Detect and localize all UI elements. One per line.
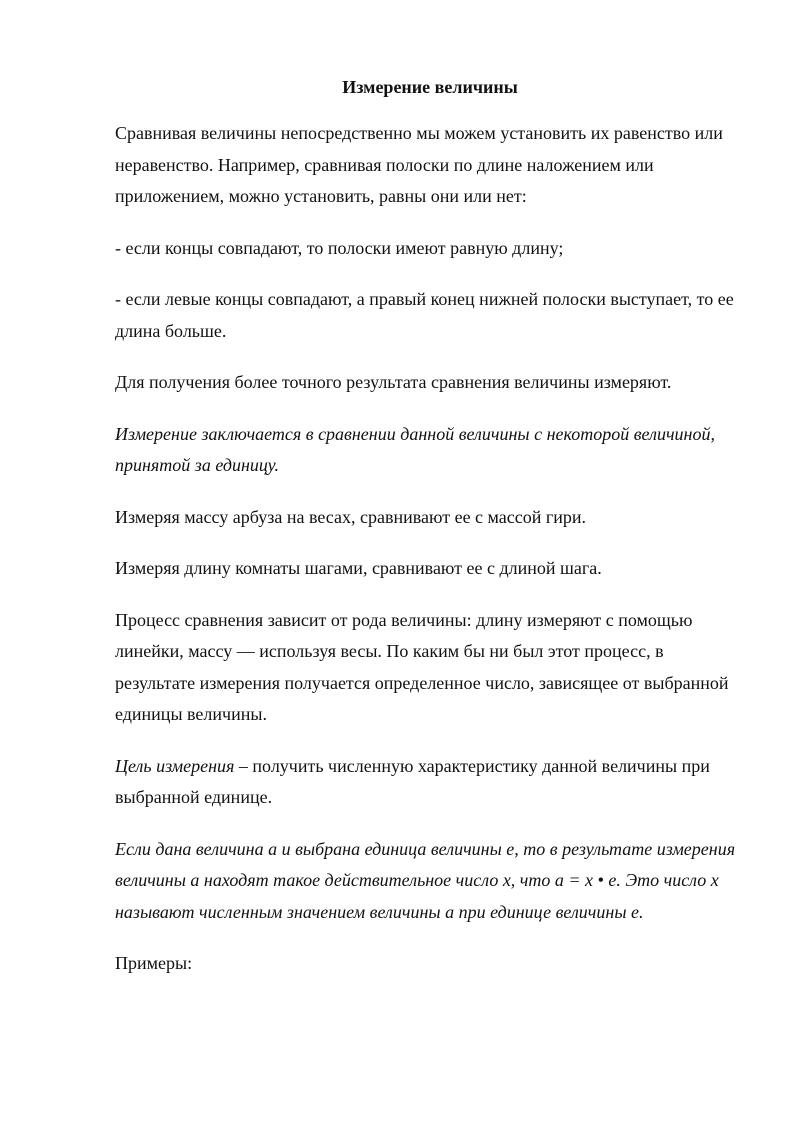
paragraph-comparison: Сравнивая величины непосредственно мы можем установить их равенство или неравенство. Например, сравнивая полоски по длине наложением или приложением, можно установить, равны они или нет: (115, 123, 723, 206)
paragraph-longer-strip: - если левые концы совпадают, а правый конец нижней полоски выступает, то ее длина больше. (115, 289, 734, 341)
paragraph-equal-ends: - если концы совпадают, то полоски имеют равную длину; (115, 237, 564, 258)
document-body (115, 76, 745, 1000)
paragraph-precise-result: Для получения более точного результата сравнения величины измеряют. (115, 372, 672, 392)
paragraph-measurement-definition: Измерение заключается в сравнении данной величины с некоторой величиной, принятой за единицу. (115, 423, 715, 475)
paragraph-watermelon-example: Измеряя массу арбуза на весах, сравнивают ее с массой гири. (115, 506, 587, 527)
measurement-goal-text: – получить численную характеристику данной величины при выбранной единице. (115, 755, 710, 807)
measurement-goal-term: Цель измерения (115, 755, 235, 776)
document-title: Измерение величины (342, 77, 518, 97)
paragraph-numeric-value-definition: Если дана величина а и выбрана единица величины е, то в результате измерения величины а находят такое действительное число х, что а = х • е. Это число х называют численным значением величины а при единице величины е. (115, 838, 736, 922)
paragraph-comparison-process: Процесс сравнения зависит от рода величины: длину измеряют с помощью линейки, массу — используя весы. По каким бы ни был этот процесс, в результате измерения получается определенное число, зависящее от выбранной единицы величины. (115, 609, 729, 724)
paragraph-examples-heading: Примеры: (115, 953, 193, 973)
paragraph-measurement-goal (115, 751, 745, 814)
paragraph-room-example: Измеряя длину комнаты шагами, сравнивают ее с длиной шага. (115, 558, 602, 578)
